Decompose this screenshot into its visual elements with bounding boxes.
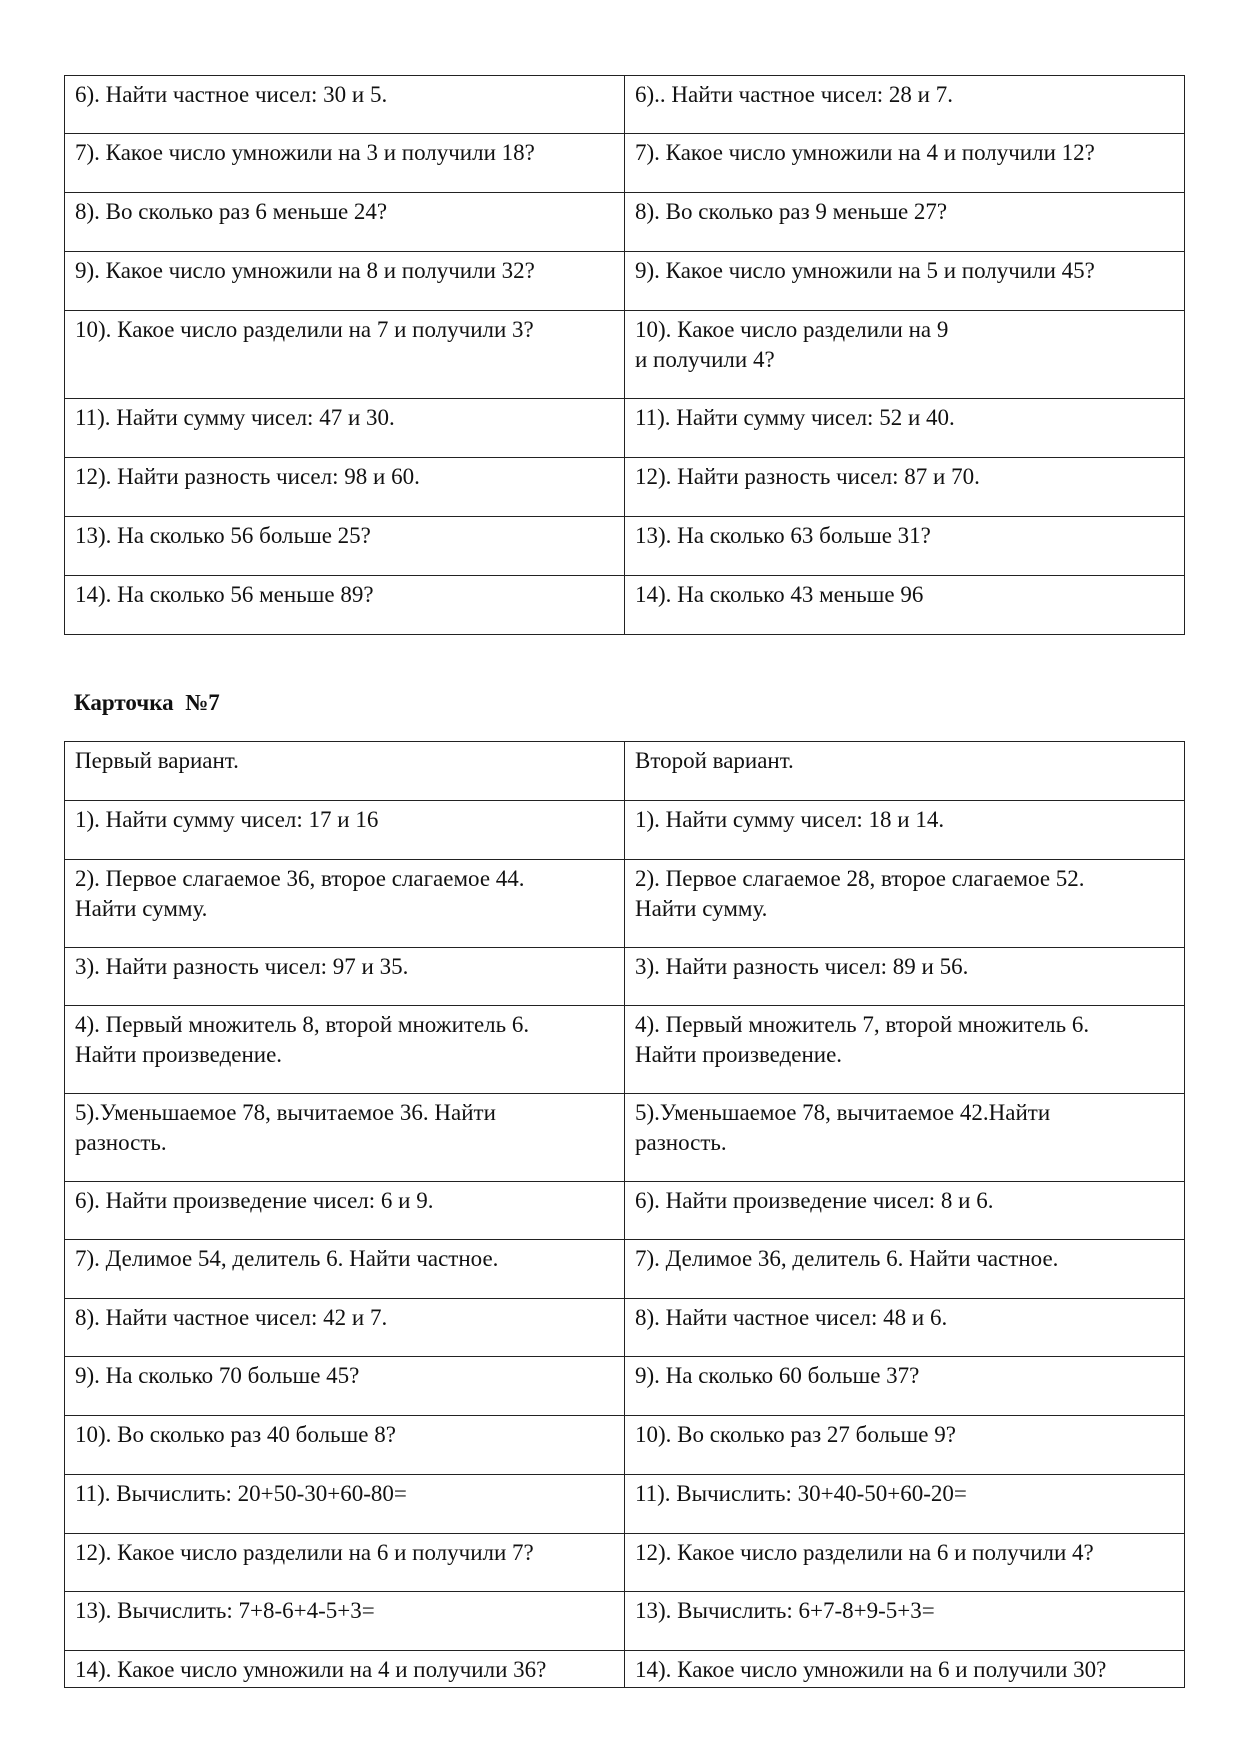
variant1-task-5: 5).Уменьшаемое 78, вычитаемое 36. Найти разность. — [65, 1094, 625, 1182]
variant2-task-7: 7). Какое число умножили на 4 и получили 12? — [625, 134, 1185, 193]
variant2-header: Второй вариант. — [625, 742, 1185, 801]
table-row — [65, 1240, 1185, 1299]
card-title: Карточка №7 — [74, 690, 220, 715]
table-row — [65, 1651, 1185, 1688]
table-row — [65, 76, 1185, 134]
variant2-task-10: 10). Во сколько раз 27 больше 9? — [625, 1416, 1185, 1475]
variant2-task-13: 13). На сколько 63 больше 31? — [625, 517, 1185, 576]
variant2-task-9: 9). Какое число умножили на 5 и получили 45? — [625, 252, 1185, 311]
variant1-task-9: 9). На сколько 70 больше 45? — [65, 1357, 625, 1416]
variant2-task-9: 9). На сколько 60 больше 37? — [625, 1357, 1185, 1416]
table-row — [65, 1006, 1185, 1094]
table-row — [65, 1416, 1185, 1475]
variant2-task-4: 4). Первый множитель 7, второй множитель 6. Найти произведение. — [625, 1006, 1185, 1094]
variant1-task-1: 1). Найти сумму чисел: 17 и 16 — [65, 801, 625, 860]
table-row — [65, 1592, 1185, 1651]
variant1-header: Первый вариант. — [65, 742, 625, 801]
worksheet-table-continued — [64, 75, 1185, 635]
variant1-task-8: 8). Найти частное чисел: 42 и 7. — [65, 1299, 625, 1357]
table-row — [65, 801, 1185, 860]
variant1-task-13: 13). Вычислить: 7+8-6+4-5+3= — [65, 1592, 625, 1651]
variant2-task-12: 12). Найти разность чисел: 87 и 70. — [625, 458, 1185, 517]
table-row — [65, 1534, 1185, 1592]
variant1-task-2: 2). Первое слагаемое 36, второе слагаемое 44. Найти сумму. — [65, 860, 625, 948]
variant2-task-12: 12). Какое число разделили на 6 и получили 4? — [625, 1534, 1185, 1592]
table-row — [65, 1357, 1185, 1416]
variant1-task-12: 12). Найти разность чисел: 98 и 60. — [65, 458, 625, 517]
variant1-task-3: 3). Найти разность чисел: 97 и 35. — [65, 948, 625, 1006]
variant2-task-11: 11). Вычислить: 30+40-50+60-20= — [625, 1475, 1185, 1534]
variant2-task-1: 1). Найти сумму чисел: 18 и 14. — [625, 801, 1185, 860]
table-row — [65, 860, 1185, 948]
variant1-task-11: 11). Найти сумму чисел: 47 и 30. — [65, 399, 625, 458]
variant2-task-10: 10). Какое число разделили на 9 и получили 4? — [625, 311, 1185, 399]
variant2-task-6: 6).. Найти частное чисел: 28 и 7. — [625, 76, 1185, 134]
variant1-task-13: 13). На сколько 56 больше 25? — [65, 517, 625, 576]
variant2-task-11: 11). Найти сумму чисел: 52 и 40. — [625, 399, 1185, 458]
table-row — [65, 399, 1185, 458]
variant2-task-8: 8). Найти частное чисел: 48 и 6. — [625, 1299, 1185, 1357]
variant2-task-6: 6). Найти произведение чисел: 8 и 6. — [625, 1182, 1185, 1240]
table-row — [65, 458, 1185, 517]
variant1-task-7: 7). Какое число умножили на 3 и получили 18? — [65, 134, 625, 193]
variant1-task-7: 7). Делимое 54, делитель 6. Найти частное. — [65, 1240, 625, 1299]
variant1-task-10: 10). Какое число разделили на 7 и получили 3? — [65, 311, 625, 399]
table-row — [65, 517, 1185, 576]
table-row — [65, 252, 1185, 311]
table-row — [65, 576, 1185, 635]
table-row — [65, 193, 1185, 252]
table-row — [65, 134, 1185, 193]
table-row — [65, 948, 1185, 1006]
variant2-task-7: 7). Делимое 36, делитель 6. Найти частное. — [625, 1240, 1185, 1299]
variant1-task-8: 8). Во сколько раз 6 меньше 24? — [65, 193, 625, 252]
variant2-task-8: 8). Во сколько раз 9 меньше 27? — [625, 193, 1185, 252]
variant2-task-2: 2). Первое слагаемое 28, второе слагаемое 52. Найти сумму. — [625, 860, 1185, 948]
variant2-task-14: 14). Какое число умножили на 6 и получили 30? — [625, 1651, 1185, 1688]
variant1-task-14: 14). На сколько 56 меньше 89? — [65, 576, 625, 635]
variant1-task-14: 14). Какое число умножили на 4 и получили 36? — [65, 1651, 625, 1688]
variant1-task-12: 12). Какое число разделили на 6 и получили 7? — [65, 1534, 625, 1592]
table-row — [65, 311, 1185, 399]
variant2-task-14: 14). На сколько 43 меньше 96 — [625, 576, 1185, 635]
table-row — [65, 1299, 1185, 1357]
variant1-task-11: 11). Вычислить: 20+50-30+60-80= — [65, 1475, 625, 1534]
table-row — [65, 1094, 1185, 1182]
variant1-task-6: 6). Найти частное чисел: 30 и 5. — [65, 76, 625, 134]
variant2-task-3: 3). Найти разность чисел: 89 и 56. — [625, 948, 1185, 1006]
variant2-task-13: 13). Вычислить: 6+7-8+9-5+3= — [625, 1592, 1185, 1651]
variant2-task-5: 5).Уменьшаемое 78, вычитаемое 42.Найти разность. — [625, 1094, 1185, 1182]
variant1-task-4: 4). Первый множитель 8, второй множитель 6. Найти произведение. — [65, 1006, 625, 1094]
table-row — [65, 1182, 1185, 1240]
worksheet-table-card-7 — [64, 741, 1185, 1688]
table-header-row — [65, 742, 1185, 801]
variant1-task-10: 10). Во сколько раз 40 больше 8? — [65, 1416, 625, 1475]
table-row — [65, 1475, 1185, 1534]
variant1-task-9: 9). Какое число умножили на 8 и получили 32? — [65, 252, 625, 311]
variant1-task-6: 6). Найти произведение чисел: 6 и 9. — [65, 1182, 625, 1240]
